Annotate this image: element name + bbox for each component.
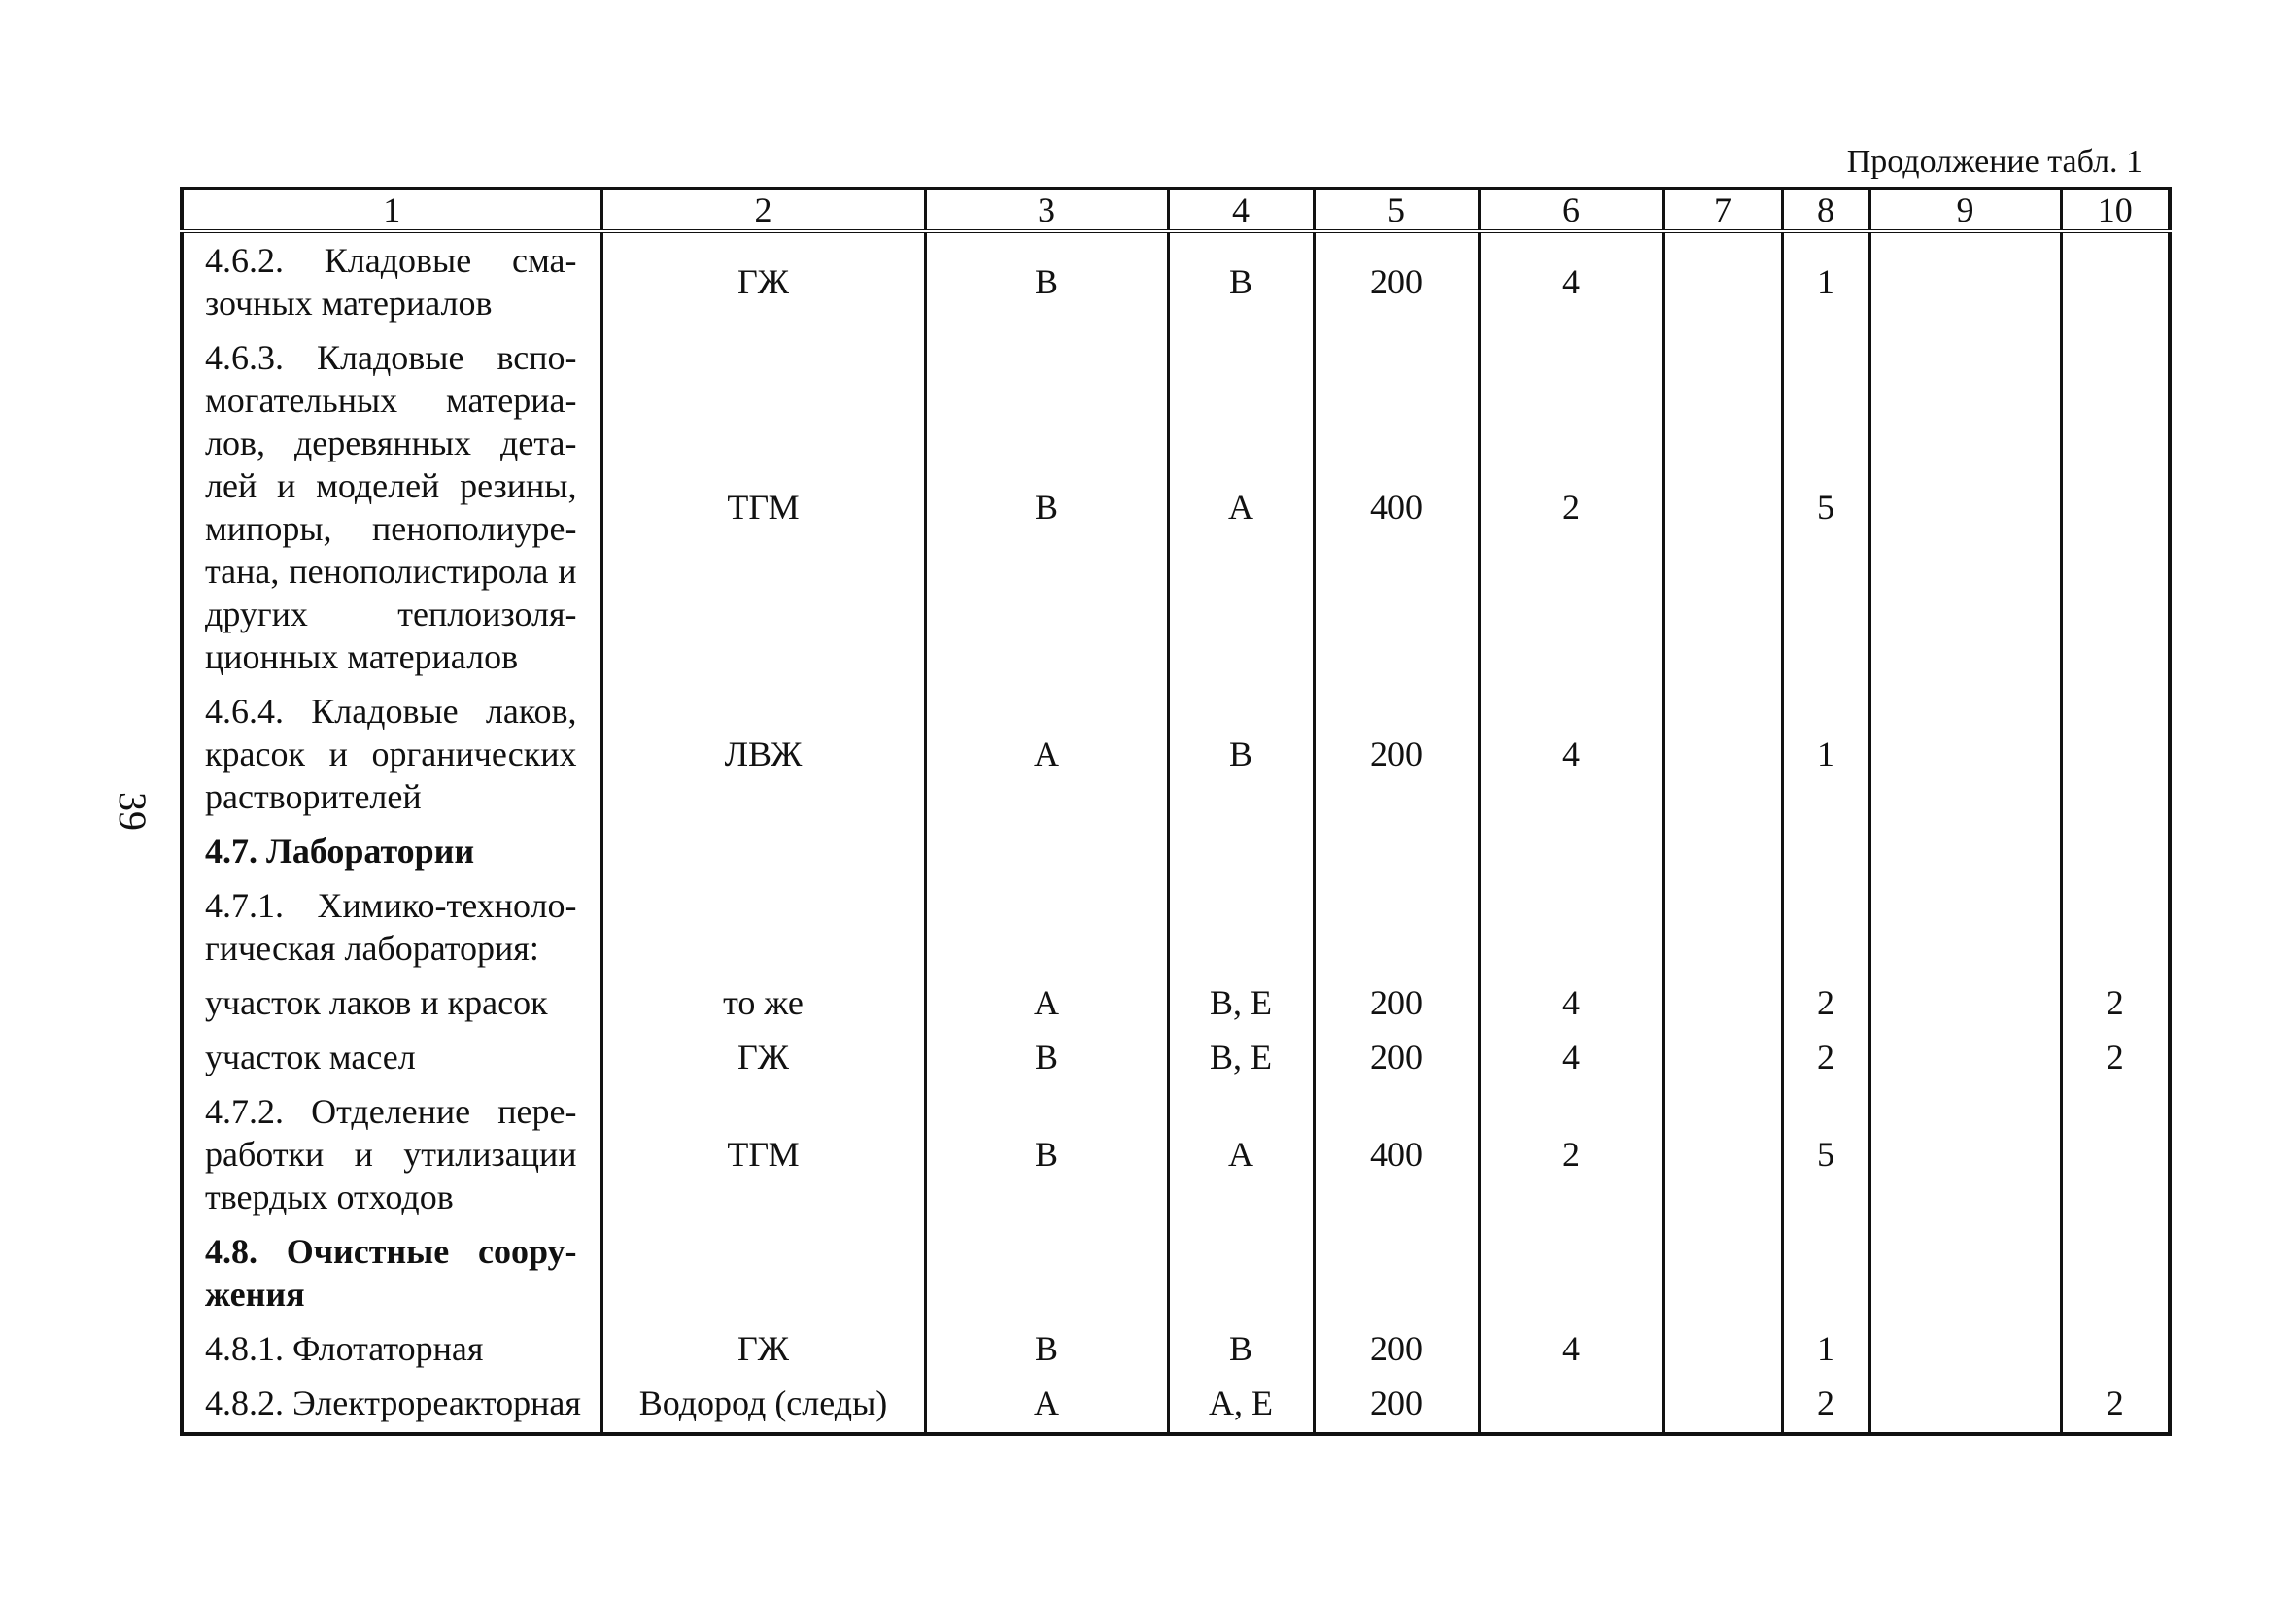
table-cell: ГЖ [601,1030,925,1084]
table-cell [2061,1224,2170,1321]
section-heading-cell: 4.8. Очистные соору-жения [182,1224,601,1321]
table-cell: Водород (следы) [601,1376,925,1434]
row-name-cell: 4.6.2. Кладовые сма-зочных материалов [182,231,601,330]
table-cell [1663,1321,1782,1376]
table-cell [2061,1321,2170,1376]
column-header: 7 [1663,188,1782,231]
table-cell [601,1224,925,1321]
table-cell: 2 [1782,1030,1869,1084]
table-cell [1869,1084,2061,1224]
table-cell: то же [601,975,925,1030]
table-cell: А [925,975,1168,1030]
row-name-cell: 4.7.1. Химико-техноло-гическая лаборатория: [182,878,601,975]
column-header: 3 [925,188,1168,231]
table-cell [1479,1224,1663,1321]
table-cell: 200 [1314,1321,1479,1376]
row-name-cell: 4.8.1. Флотаторная [182,1321,601,1376]
table-cell: А [925,684,1168,824]
table-cell: 5 [1782,1084,1869,1224]
table-cell [1168,1224,1314,1321]
table-cell [1869,330,2061,684]
row-name-cell: 4.6.4. Кладовые лаков, красок и органических растворителей [182,684,601,824]
row-name-cell: 4.6.3. Кладовые вспо-могательных материа-лов, деревянных дета-лей и моделей резины, мипоры, пенополиуре-тана, пенополистирола и других теплоизоля-ционных материалов [182,330,601,684]
table-cell [1663,878,1782,975]
table-cell: 2 [1782,975,1869,1030]
table-cell [1479,1376,1663,1434]
column-header: 9 [1869,188,2061,231]
table-cell: В [925,1321,1168,1376]
table-cell [1663,1376,1782,1434]
table-cell [1869,975,2061,1030]
column-header: 8 [1782,188,1869,231]
table-cell: 4 [1479,1321,1663,1376]
table-cell: 400 [1314,330,1479,684]
table-cell: 4 [1479,231,1663,330]
row-name-cell: участок масел [182,1030,601,1084]
table-continuation-caption: Продолжение табл. 1 [1846,144,2142,180]
table-cell [1168,878,1314,975]
row-name-cell: участок лаков и красок [182,975,601,1030]
table-cell: В [925,231,1168,330]
table-cell [1663,684,1782,824]
column-header: 4 [1168,188,1314,231]
table-cell [1782,878,1869,975]
table-cell: В [1168,684,1314,824]
table-cell: 1 [1782,231,1869,330]
table-cell [1869,878,2061,975]
table-cell [1314,1224,1479,1321]
header-row [182,188,2170,231]
table-cell [1869,824,2061,878]
table-cell [1663,1030,1782,1084]
column-header: 6 [1479,188,1663,231]
table-cell [1869,1224,2061,1321]
table-cell: 2 [2061,1376,2170,1434]
table-cell: 2 [1479,1084,1663,1224]
table-cell: ЛВЖ [601,684,925,824]
row-name-cell: 4.7.2. Отделение пере-работки и утилизации твердых отходов [182,1084,601,1224]
table-cell: 4 [1479,684,1663,824]
table-cell [1479,824,1663,878]
table-cell [1782,824,1869,878]
table-cell: 2 [2061,1030,2170,1084]
table-cell [1782,1224,1869,1321]
page-number: 39 [111,792,154,831]
table-cell: 200 [1314,1376,1479,1434]
table-cell [1314,824,1479,878]
table-cell [1479,878,1663,975]
table-cell [1869,684,2061,824]
table-cell: В [925,1030,1168,1084]
table-cell: А, Е [1168,1376,1314,1434]
table-cell: ТГМ [601,330,925,684]
table-row [182,330,2170,684]
table-cell [601,878,925,975]
table-cell [1663,1224,1782,1321]
column-header: 1 [182,188,601,231]
table-cell [925,1224,1168,1321]
table-cell [1663,231,1782,330]
table-cell: 200 [1314,1030,1479,1084]
table-cell: 1 [1782,684,1869,824]
table-cell [1869,1376,2061,1434]
table-cell: В [925,1084,1168,1224]
column-header: 10 [2061,188,2170,231]
table-cell: ГЖ [601,231,925,330]
table-cell: В, Е [1168,975,1314,1030]
table-cell: ТГМ [601,1084,925,1224]
table-cell [2061,330,2170,684]
table-cell: ГЖ [601,1321,925,1376]
table-cell: 400 [1314,1084,1479,1224]
table-cell [2061,1084,2170,1224]
table-cell [2061,231,2170,330]
table-cell: А [1168,1084,1314,1224]
table-row [182,684,2170,824]
table-row [182,975,2170,1030]
table-cell: 5 [1782,330,1869,684]
table-cell: В, Е [1168,1030,1314,1084]
table-cell [1663,975,1782,1030]
table-cell: В [925,330,1168,684]
column-header: 5 [1314,188,1479,231]
table-cell [925,878,1168,975]
table-cell [1314,878,1479,975]
table-cell [1869,231,2061,330]
row-name-cell: 4.8.2. Электрореакторная [182,1376,601,1434]
table-cell: В [1168,231,1314,330]
data-table [180,187,2172,1436]
table-cell [925,824,1168,878]
table-cell: А [1168,330,1314,684]
table-cell [2061,824,2170,878]
table-cell: 2 [1782,1376,1869,1434]
table-cell [1663,330,1782,684]
table-row [182,231,2170,330]
table-row [182,824,2170,878]
table-cell: А [925,1376,1168,1434]
table-cell: 4 [1479,975,1663,1030]
table-cell [2061,684,2170,824]
table-cell [1869,1030,2061,1084]
table-cell: 2 [1479,330,1663,684]
column-header: 2 [601,188,925,231]
table-cell [601,824,925,878]
table-row [182,1084,2170,1224]
table-row [182,1030,2170,1084]
table-cell: 200 [1314,231,1479,330]
table-row [182,1224,2170,1321]
table-cell [2061,878,2170,975]
table-cell: 200 [1314,684,1479,824]
section-heading-cell: 4.7. Лаборатории [182,824,601,878]
table-cell: В [1168,1321,1314,1376]
table-cell: 2 [2061,975,2170,1030]
table-cell: 200 [1314,975,1479,1030]
table-row [182,1321,2170,1376]
table-cell: 4 [1479,1030,1663,1084]
table-cell [1663,824,1782,878]
table-cell: 1 [1782,1321,1869,1376]
table-cell [1869,1321,2061,1376]
table-row [182,878,2170,975]
table-cell [1663,1084,1782,1224]
table-row [182,1376,2170,1434]
table-cell [1168,824,1314,878]
